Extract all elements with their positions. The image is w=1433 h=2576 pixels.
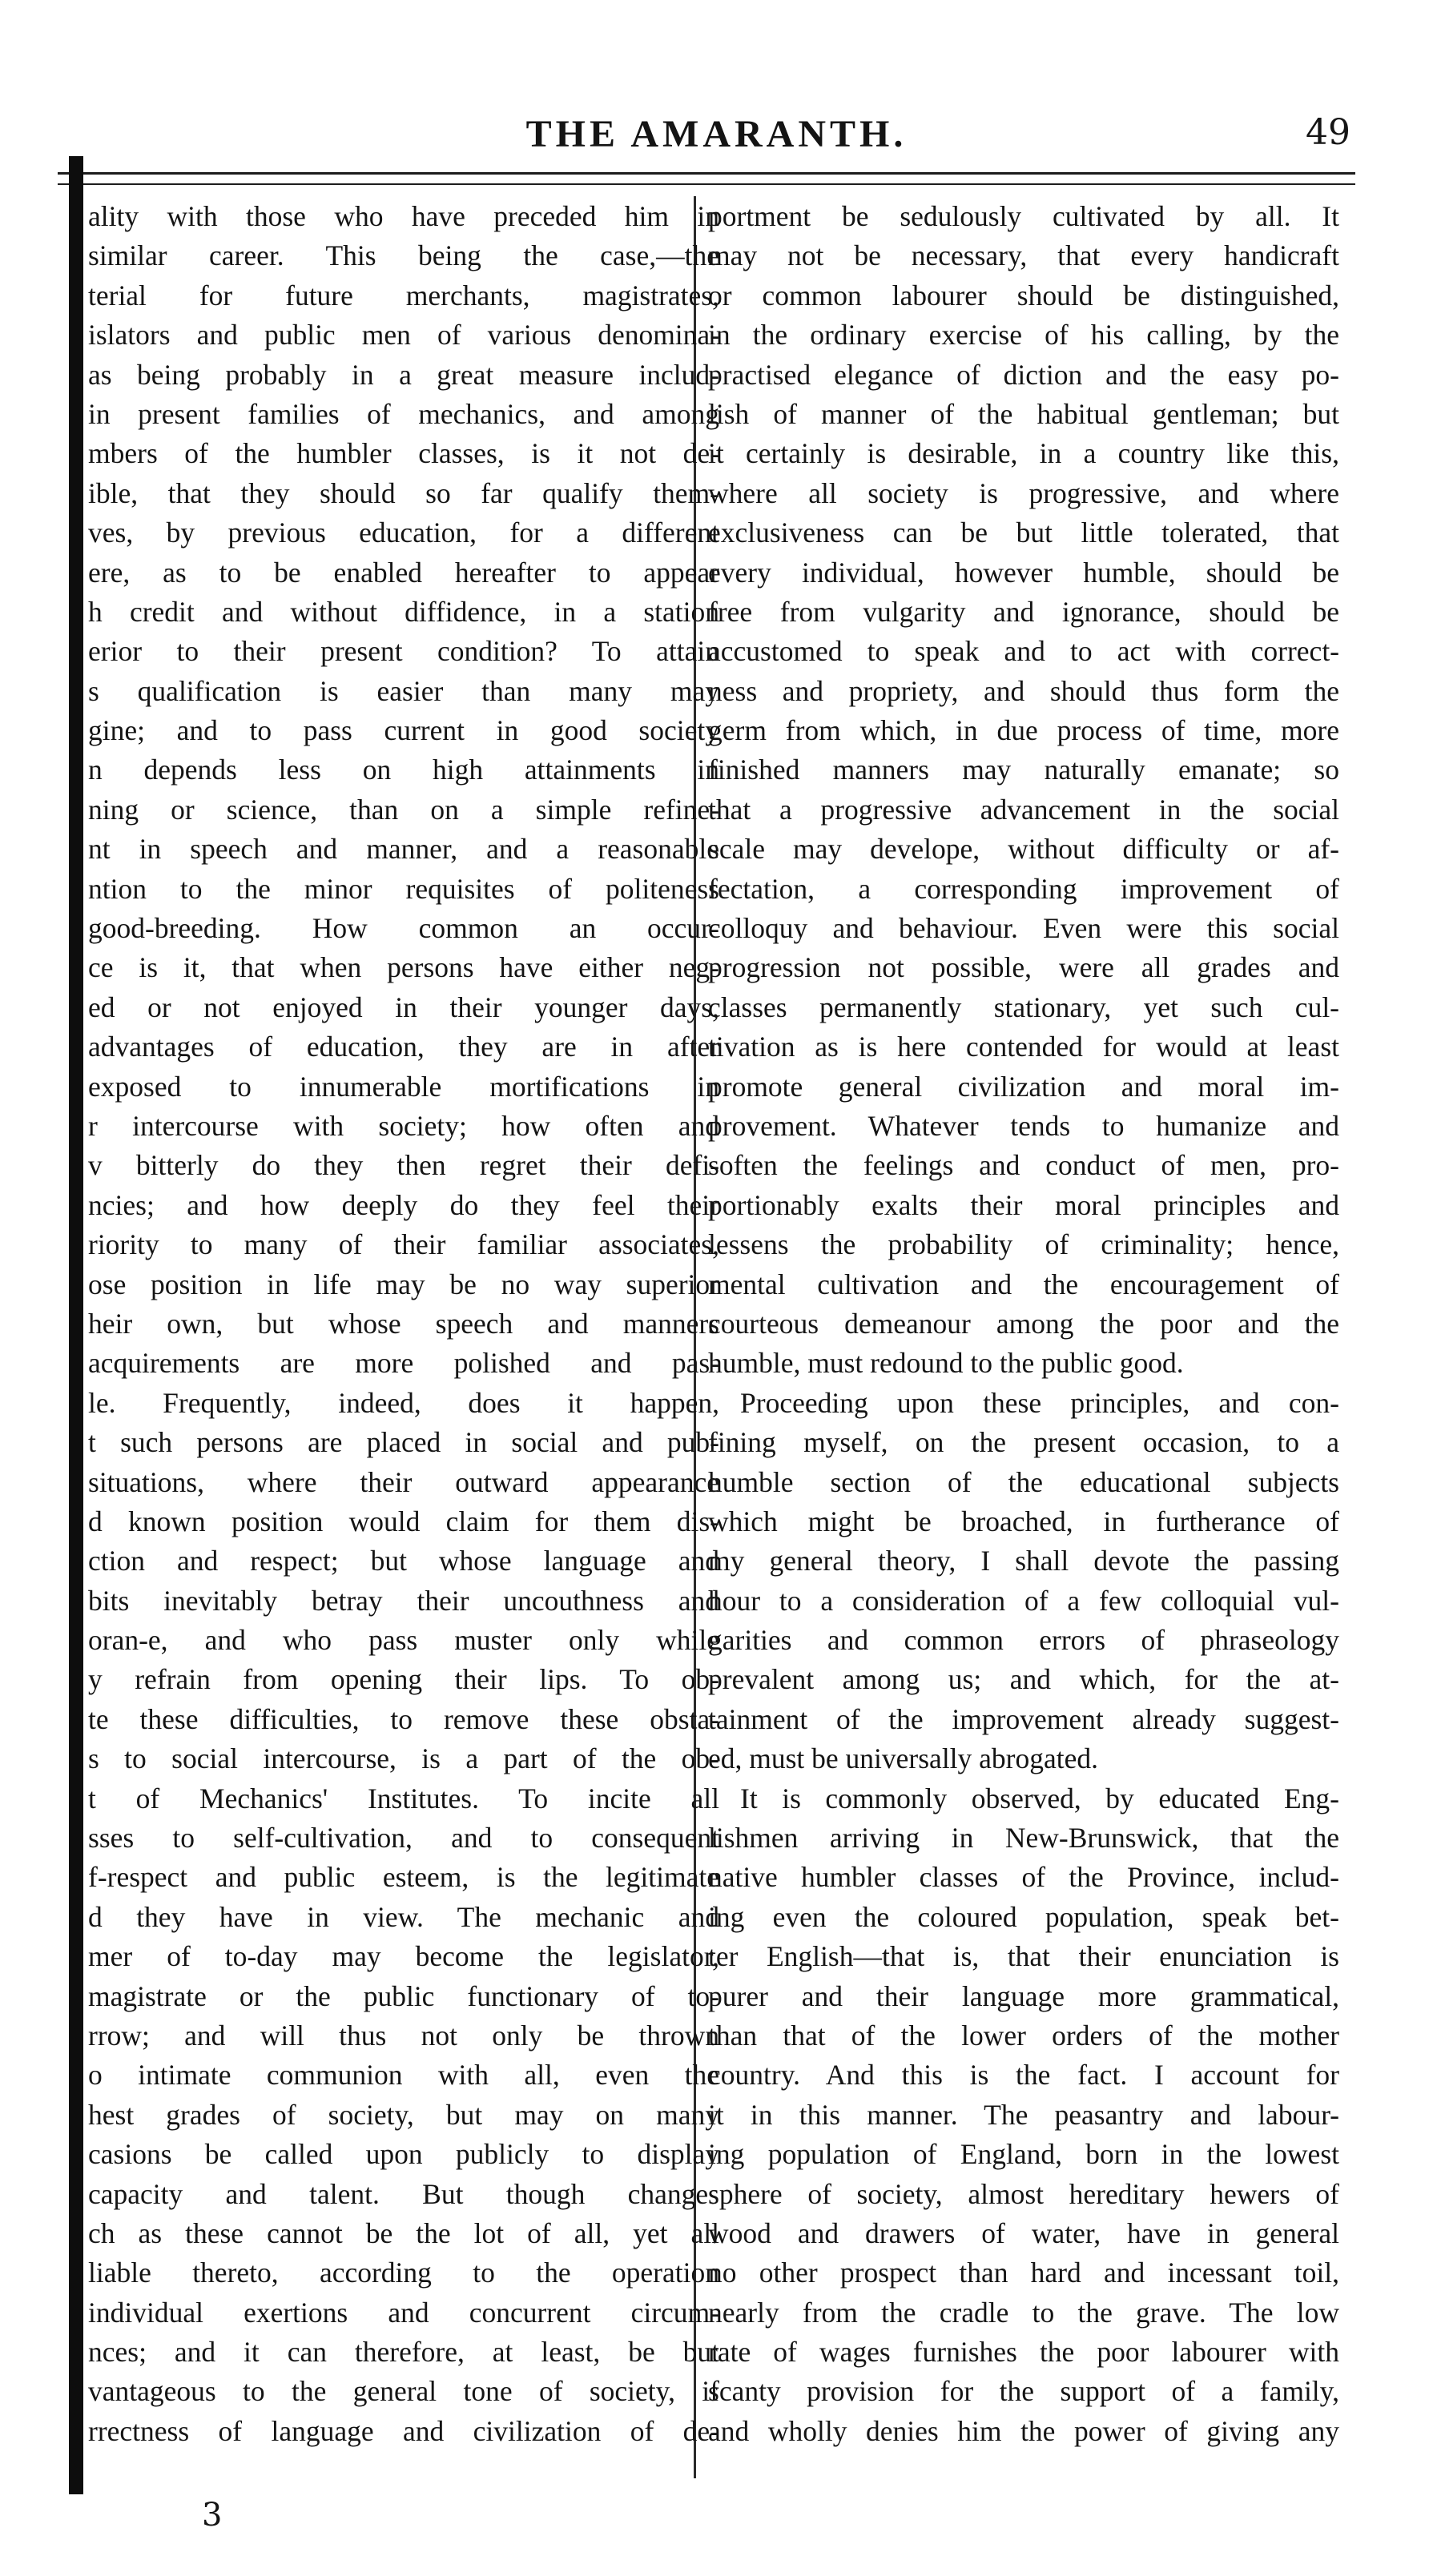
text-line: exposed to innumerable mortifications in [88, 1070, 719, 1103]
text-line: ness and propriety, and should thus form the [708, 674, 1339, 707]
text-line: promote general civilization and moral im- [708, 1070, 1339, 1103]
text-line: sphere of society, almost hereditary hewers of [708, 2177, 1339, 2210]
text-line: n depends less on high attainments in [88, 754, 719, 786]
text-line: mental cultivation and the encouragement of [708, 1268, 1339, 1300]
text-line: ves, by previous education, for a different [88, 516, 719, 549]
text-line: ction and respect; but whose language and [88, 1545, 719, 1577]
text-line: le. Frequently, indeed, does it happen, [88, 1386, 719, 1419]
text-line: it in this manner. The peasantry and labour- [708, 2098, 1339, 2131]
text-line: rate of wages furnishes the poor labourer with [708, 2336, 1339, 2369]
text-line: bits inevitably betray their uncouthness and [88, 1584, 719, 1617]
text-line: It is commonly observed, by educated Eng- [740, 1782, 1339, 1814]
text-line: provement. Whatever tends to humanize and [708, 1109, 1339, 1142]
text-line: riority to many of their familiar associates, [88, 1228, 719, 1261]
text-line: prevalent among us; and which, for the at- [708, 1663, 1339, 1696]
text-line: germ from which, in due process of time, more [708, 714, 1339, 747]
page-header [0, 112, 1433, 176]
text-line: progression not possible, were all grades and [708, 951, 1339, 984]
text-line: o intimate communion with all, even the [88, 2059, 719, 2092]
text-line: my general theory, I shall devote the passing [708, 1545, 1339, 1577]
text-line: which might be broached, in furtherance of [708, 1505, 1339, 1537]
text-line: humble, must redound to the public good. [708, 1347, 1184, 1380]
text-line: rrow; and will thus not only be thrown [88, 2019, 719, 2052]
text-line: classes permanently stationary, yet such cul- [708, 991, 1339, 1023]
text-line: heir own, but whose speech and manners [88, 1307, 719, 1340]
text-line: lessens the probability of criminality; hence, [708, 1228, 1339, 1261]
text-line: f-respect and public esteem, is the legitimate [88, 1861, 719, 1894]
text-line: ncies; and how deeply do they feel their [88, 1188, 719, 1221]
page-number: 49 [1306, 112, 1350, 153]
text-line: gine; and to pass current in good society [88, 714, 719, 747]
text-line: similar career. This being the case,—the [88, 239, 719, 272]
text-line: nearly from the cradle to the grave. The low [708, 2296, 1339, 2329]
text-line: ing population of England, born in the lowest [708, 2138, 1339, 2171]
text-line: than that of the lower orders of the mother [708, 2019, 1339, 2052]
text-line: soften the feelings and conduct of men, pro- [708, 1149, 1339, 1182]
text-line: te these difficulties, to remove these obsta- [88, 1702, 719, 1735]
text-line: nces; and it can therefore, at least, be but [88, 2336, 719, 2369]
text-line: may not be necessary, that every handicraft [708, 239, 1339, 272]
text-line: erior to their present condition? To attain [88, 635, 719, 668]
text-line: portionably exalts their moral principles and [708, 1188, 1339, 1221]
text-line: hour to a consideration of a few colloquial vul- [708, 1584, 1339, 1617]
signature-mark: 3 [202, 2497, 223, 2534]
text-line: practised elegance of diction and the easy po- [708, 358, 1339, 391]
text-line: in present families of mechanics, and among [88, 397, 719, 430]
text-line: fectation, a corresponding improvement of [708, 872, 1339, 905]
text-line: scale may develope, without difficulty or af- [708, 833, 1339, 866]
text-line: wood and drawers of water, have in general [708, 2216, 1339, 2249]
text-line: ose position in life may be no way superior [88, 1268, 719, 1300]
text-line: it certainly is desirable, in a country like this, [708, 437, 1339, 470]
running-title: THE AMARANTH. [525, 113, 908, 155]
text-line: ter English—that is, that their enunciation is [708, 1940, 1339, 1973]
text-line: every individual, however humble, should be [708, 556, 1339, 589]
text-line: t such persons are placed in social and pub- [88, 1426, 719, 1459]
text-line: ed or not enjoyed in their younger days, [88, 991, 719, 1023]
text-line: d known position would claim for them dis- [88, 1505, 719, 1537]
text-line: advantages of education, they are in after [88, 1031, 719, 1063]
text-line: courteous demeanour among the poor and the [708, 1307, 1339, 1340]
text-line: terial for future merchants, magistrates, [88, 279, 719, 311]
text-line: ning or science, than on a simple refine- [88, 793, 719, 826]
text-line: that a progressive advancement in the social [708, 793, 1339, 826]
text-line: fining myself, on the present occasion, to a [708, 1426, 1339, 1459]
text-line: d they have in view. The mechanic and [88, 1900, 719, 1933]
text-line: ce is it, that when persons have either neg- [88, 951, 719, 984]
text-line: tivation as is here contended for would at least [708, 1031, 1339, 1063]
text-line: oran-e, and who pass muster only while [88, 1624, 719, 1657]
text-line: vantageous to the general tone of society, if [88, 2375, 719, 2408]
text-line: or common labourer should be distinguished, [708, 279, 1339, 311]
text-line: ible, that they should so far qualify them- [88, 476, 719, 509]
header-rule-top [58, 172, 1355, 175]
text-line: good-breeding. How common an occur- [88, 912, 719, 945]
text-line: tainment of the improvement already suggest- [708, 1702, 1339, 1735]
text-line: v bitterly do they then regret their defi- [88, 1149, 719, 1182]
text-line: individual exertions and concurrent circum- [88, 2296, 719, 2329]
text-line: portment be sedulously cultivated by all. It [708, 200, 1339, 232]
text-line: s to social intercourse, is a part of the ob- [88, 1742, 719, 1775]
text-line: ere, as to be enabled hereafter to appear [88, 556, 719, 589]
text-line: free from vulgarity and ignorance, should be [708, 595, 1339, 628]
text-line: ed, must be universally abrogated. [708, 1742, 1098, 1775]
text-line: hest grades of society, but may on many [88, 2098, 719, 2131]
text-line: mbers of the humbler classes, is it not de- [88, 437, 719, 470]
text-line: rrectness of language and civilization of de- [88, 2414, 719, 2447]
text-line: accustomed to speak and to act with correct- [708, 635, 1339, 668]
text-line: in the ordinary exercise of his calling, by the [708, 319, 1339, 352]
text-line: colloquy and behaviour. Even were this social [708, 912, 1339, 945]
text-line: ality with those who have preceded him in [88, 200, 719, 232]
text-line: situations, where their outward appearance [88, 1465, 719, 1498]
right-column-text [708, 197, 1339, 2451]
text-line: country. And this is the fact. I account for [708, 2059, 1339, 2092]
text-line: mer of to-day may become the legislator, [88, 1940, 719, 1973]
text-line: acquirements are more polished and pas- [88, 1347, 719, 1380]
text-line: liable thereto, according to the operation [88, 2257, 719, 2289]
text-line: h credit and without diffidence, in a station [88, 595, 719, 628]
text-line: purer and their language more grammatical, [708, 1979, 1339, 2012]
text-line: lish of manner of the habitual gentleman; but [708, 397, 1339, 430]
text-line: Proceeding upon these principles, and con- [740, 1386, 1339, 1419]
text-line: as being probably in a great measure includ- [88, 358, 719, 391]
text-line: humble section of the educational subjects [708, 1465, 1339, 1498]
text-line: lishmen arriving in New-Brunswick, that the [708, 1822, 1339, 1855]
left-column-text [88, 197, 719, 2451]
text-line: native humbler classes of the Province, includ- [708, 1861, 1339, 1894]
text-line: r intercourse with society; how often and [88, 1109, 719, 1142]
header-rule-bottom [58, 183, 1355, 185]
text-line: no other prospect than hard and incessant toil, [708, 2257, 1339, 2289]
text-line: ing even the coloured population, speak bet- [708, 1900, 1339, 1933]
text-line: t of Mechanics' Institutes. To incite all [88, 1782, 719, 1814]
text-line: sses to self-cultivation, and to consequent [88, 1822, 719, 1855]
binding-gutter-shadow [69, 156, 83, 2494]
text-line: scanty provision for the support of a family, [708, 2375, 1339, 2408]
text-line: and wholly denies him the power of giving any [708, 2414, 1339, 2447]
text-line: finished manners may naturally emanate; so [708, 754, 1339, 786]
text-line: y refrain from opening their lips. To ob- [88, 1663, 719, 1696]
text-line: where all society is progressive, and where [708, 476, 1339, 509]
text-line: garities and common errors of phraseology [708, 1624, 1339, 1657]
text-line: nt in speech and manner, and a reasonable [88, 833, 719, 866]
text-line: s qualification is easier than many may [88, 674, 719, 707]
text-line: magistrate or the public functionary of to- [88, 1979, 719, 2012]
text-line: ch as these cannot be the lot of all, yet all [88, 2216, 719, 2249]
text-line: capacity and talent. But though changes [88, 2177, 719, 2210]
text-line: casions be called upon publicly to display [88, 2138, 719, 2171]
text-line: exclusiveness can be but little tolerated, that [708, 516, 1339, 549]
text-line: islators and public men of various denomina- [88, 319, 719, 352]
text-line: ntion to the minor requisites of politeness [88, 872, 719, 905]
